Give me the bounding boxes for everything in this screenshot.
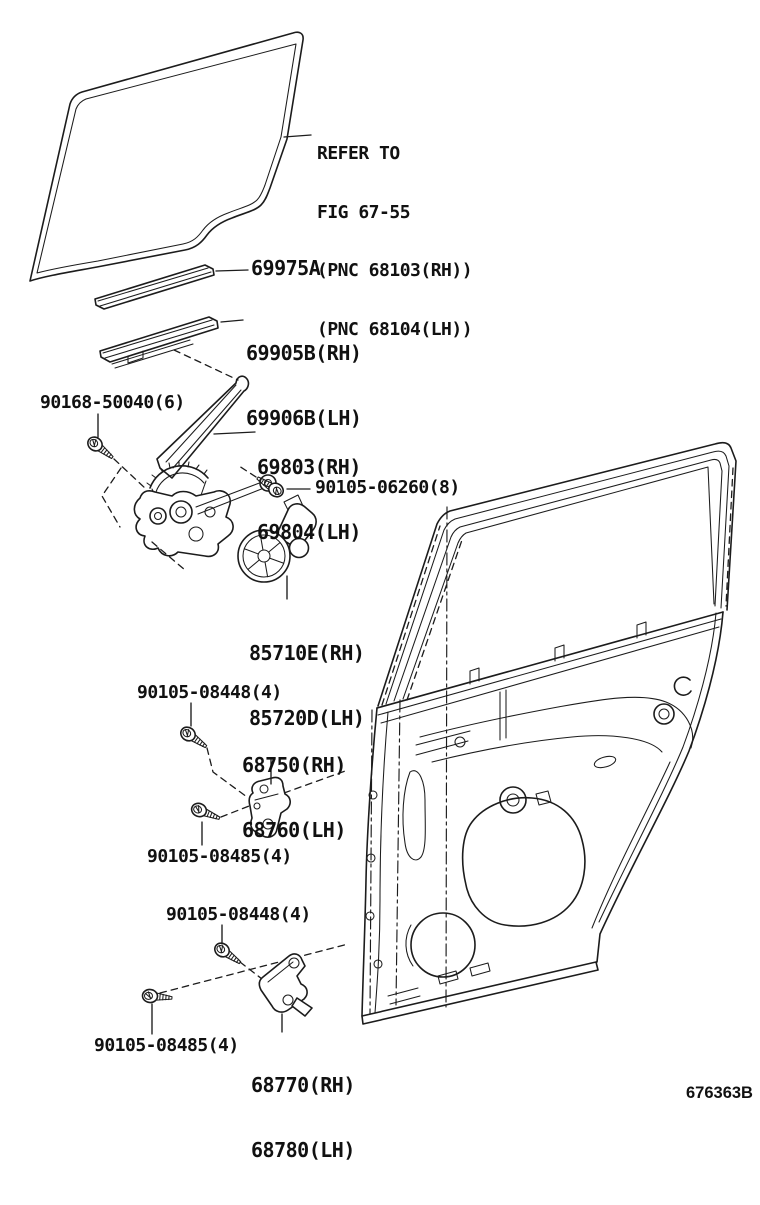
refer-note-line-1: REFER TO <box>317 143 400 164</box>
part-label-regulator[interactable] <box>257 414 361 586</box>
part-label-85720d[interactable]: 85720D(LH) <box>249 705 365 730</box>
part-label-69906b[interactable]: 69906B(LH) <box>246 405 362 430</box>
part-label-68780[interactable]: 68780(LH) <box>251 1137 355 1162</box>
fastener-label-90105-08448-lower[interactable]: 90105-08448(4) <box>166 904 311 925</box>
part-label-68770[interactable]: 68770(RH) <box>251 1073 355 1097</box>
refer-note-line-2: FIG 67-55 <box>317 201 411 223</box>
window-glass-art <box>30 32 303 281</box>
part-label-68750[interactable]: 68750(RH) <box>242 753 346 777</box>
part-label-85710e[interactable]: 85710E(RH) <box>249 641 365 665</box>
drawing-number: 676363B <box>686 1084 753 1102</box>
door-glass-channel-art <box>100 317 218 368</box>
bolt-icon-08448-upper <box>178 724 210 752</box>
bolt-icon-08485-upper <box>190 801 222 824</box>
lower-door-hinge-art <box>259 954 312 1016</box>
refer-note-line-4: (PNC 68104(LH)) <box>317 318 473 340</box>
fastener-label-90168-50040[interactable]: 90168-50040(6) <box>40 392 185 413</box>
part-label-69804[interactable]: 69804(LH) <box>257 519 361 544</box>
part-label-69803[interactable]: 69803(RH) <box>257 455 361 479</box>
bolt-icon-08448-lower <box>212 940 244 968</box>
fastener-label-90105-08485-lower[interactable]: 90105-08485(4) <box>94 1035 239 1056</box>
fastener-label-90105-06260[interactable]: 90105-06260(8) <box>315 477 460 498</box>
fastener-label-90105-08485-upper[interactable]: 90105-08485(4) <box>147 846 292 867</box>
part-label-68760[interactable]: 68760(LH) <box>242 817 346 842</box>
screw-icon-90168 <box>85 434 116 462</box>
fastener-label-90105-08448-upper[interactable]: 90105-08448(4) <box>137 682 282 703</box>
door-panel-art <box>362 443 736 1024</box>
part-label-lower-hinge[interactable] <box>251 1032 355 1204</box>
glass-run-strip-art <box>95 265 214 309</box>
bolt-icon-08485-lower <box>142 989 173 1005</box>
part-label-69905b[interactable]: 69905B(RH) <box>246 341 362 365</box>
refer-note-line-3: (PNC 68103(RH)) <box>317 260 473 281</box>
part-label-69975a[interactable]: 69975A <box>251 256 321 280</box>
